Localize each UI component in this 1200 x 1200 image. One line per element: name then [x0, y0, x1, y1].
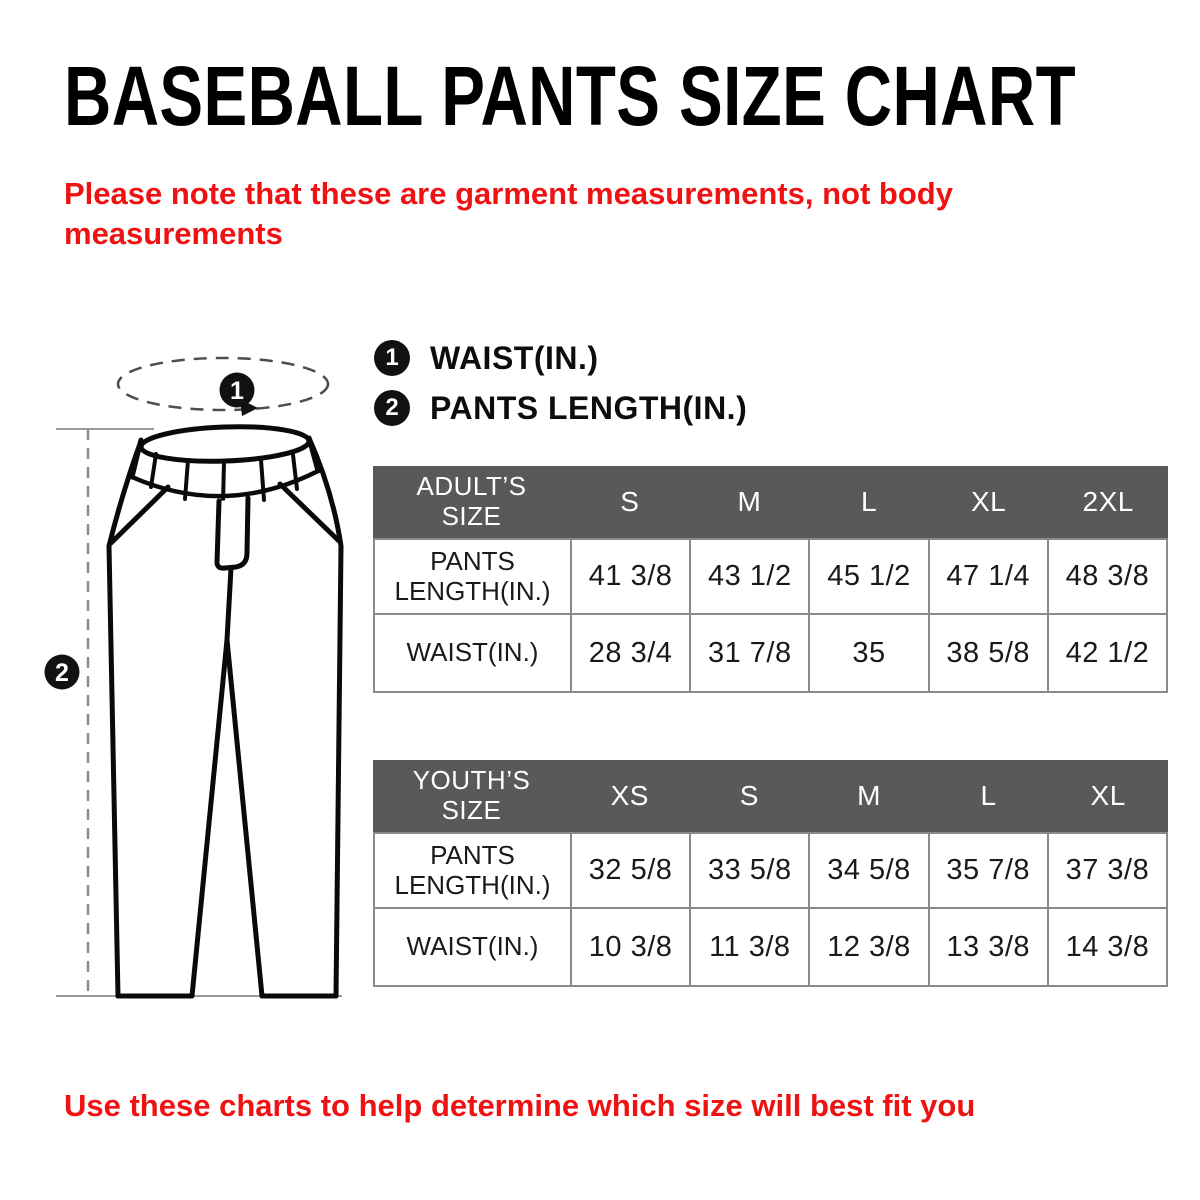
value-cell: 32 5/8: [572, 834, 691, 907]
size-column-header: XL: [970, 486, 1007, 517]
value-cell: 10 3/8: [572, 909, 691, 985]
diagram-marker-1: [220, 373, 255, 408]
value-cell: 43 1/2: [691, 540, 810, 613]
size-column-header: L: [980, 780, 997, 811]
legend-waist-label: WAIST(IN.): [430, 339, 599, 376]
size-column-header: 2XL: [1082, 486, 1134, 517]
value-cell: 14 3/8: [1065, 930, 1150, 963]
value-cell: 13 3/8: [930, 909, 1049, 985]
pants-outline: [109, 424, 341, 996]
adult-table-header: [373, 466, 1168, 538]
marker-1-badge: 1: [374, 340, 410, 376]
table-row: [375, 834, 1166, 907]
row-label-cell: WAIST(IN.): [375, 615, 572, 691]
usage-note: Use these charts to help determine which size will best fit you: [64, 1088, 976, 1123]
page-title: BASEBALL PANTS SIZE CHART: [64, 49, 1077, 143]
size-column-header: XL: [1090, 780, 1126, 811]
legend-item-waist: [374, 340, 747, 376]
legend-pants-length-label: PANTS LENGTH(IN.): [430, 389, 748, 426]
adult-header-label-cell: ADULT’S SIZE: [416, 471, 527, 531]
value-cell: 42 1/2: [1065, 636, 1150, 669]
value-cell: 37 3/8: [1065, 854, 1150, 886]
svg-text:2: 2: [55, 659, 69, 687]
row-label-cell: WAIST(IN.): [375, 909, 572, 985]
size-column-header: M: [737, 486, 762, 517]
table-row: [375, 907, 1166, 985]
row-label-cell: PANTS LENGTH(IN.): [375, 540, 572, 613]
value-cell: 34 5/8: [810, 834, 929, 907]
value-cell: 47 1/4: [930, 540, 1049, 613]
garment-measurement-note: Please note that these are garment measurements, not body measurements: [64, 176, 953, 252]
value-cell: 35 7/8: [930, 834, 1049, 907]
value-cell: 45 1/2: [810, 540, 929, 613]
size-column-header: S: [620, 486, 640, 517]
marker-2-badge: 2: [374, 390, 410, 426]
table-row: [375, 613, 1166, 691]
youth-table-header: [373, 760, 1168, 832]
size-column-header: M: [857, 780, 881, 811]
value-cell: 41 3/8: [572, 540, 691, 613]
value-cell: 35: [810, 615, 929, 691]
pants-diagram: [40, 350, 350, 1020]
value-cell: 12 3/8: [810, 909, 929, 985]
fly: [217, 498, 248, 568]
value-cell: 38 5/8: [930, 615, 1049, 691]
value-cell: 48 3/8: [1065, 560, 1150, 592]
measurement-legend: [374, 340, 747, 440]
diagram-marker-2: [45, 655, 80, 690]
value-cell: 33 5/8: [691, 834, 810, 907]
table-row: [375, 540, 1166, 613]
size-column-header: XS: [610, 780, 649, 811]
size-column-header: S: [739, 780, 759, 811]
legend-item-pants-length: [374, 390, 747, 426]
svg-text:1: 1: [230, 377, 244, 405]
row-label-cell: PANTS LENGTH(IN.): [375, 834, 572, 907]
adult-size-table: [373, 466, 1168, 693]
youth-table-body: [373, 832, 1168, 987]
youth-size-table: [373, 760, 1168, 987]
youth-header-label-cell: YOUTH’S SIZE: [412, 765, 531, 825]
value-cell: 31 7/8: [691, 615, 810, 691]
size-column-header: L: [860, 486, 878, 517]
value-cell: 11 3/8: [691, 909, 810, 985]
value-cell: 28 3/4: [572, 615, 691, 691]
adult-table-body: [373, 538, 1168, 693]
